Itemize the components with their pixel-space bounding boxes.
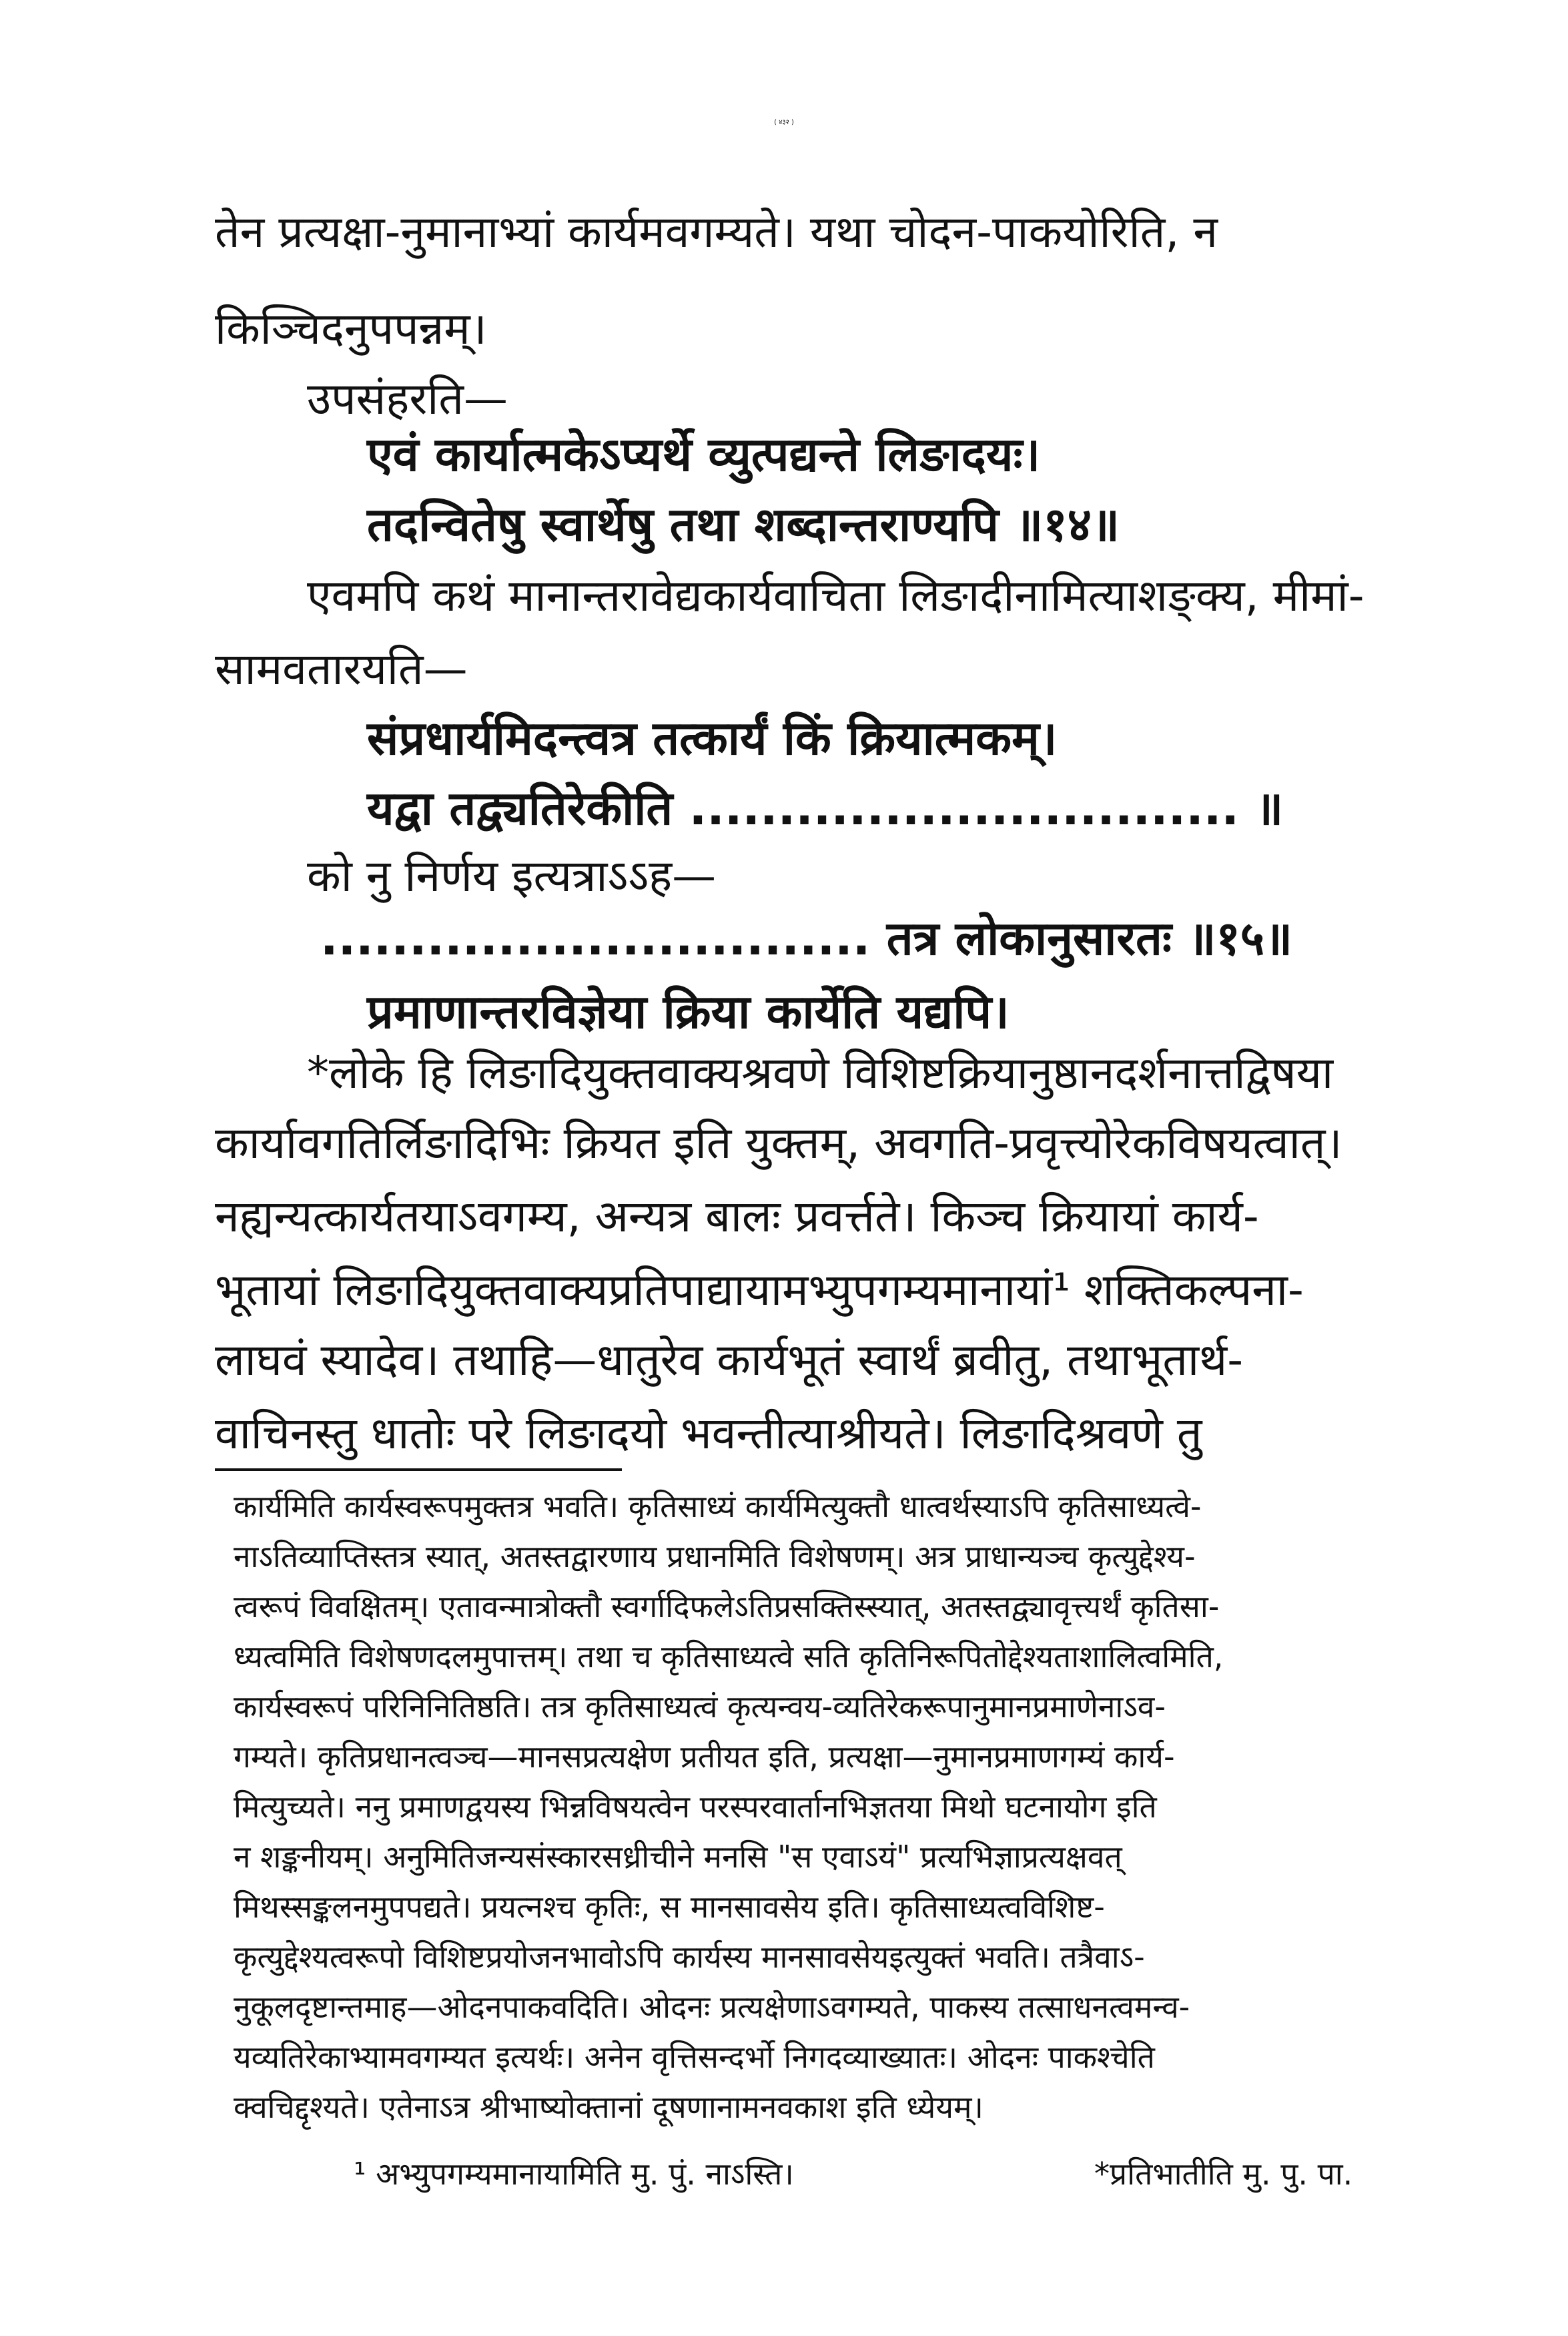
main-line: वाचिनस्तु धातोः परे लिङादयो भवन्तीत्याश्रीयते। लिङादिश्रवणे तु (215, 1408, 1202, 1459)
footnote-line: नुकूलदृष्टान्तमाह—ओदनपाकवदिति। ओदनः प्रत्यक्षेणाऽवगम्यते, पाकस्य तत्साधनत्वमन्व- (234, 1989, 1190, 2025)
verse-line: एवं कार्यात्मकेऽप्यर्थे व्युत्पद्यन्ते लिङादयः। (367, 427, 1041, 482)
variant-note: ¹ अभ्युपगम्यमानायामिति मु. पुं. नाऽस्ति। (354, 2156, 794, 2192)
main-line: उपसंहरति— (307, 373, 508, 424)
footnote-rule (215, 1468, 622, 1471)
page-number: ( ४३२ ) (774, 119, 794, 126)
verse-line: संप्रधार्यमिदन्त्वत्र तत्कार्यं किं क्रियात्मकम्। (367, 711, 1058, 766)
footnote-line: मिथस्सङ्कलनमुपपद्यते। प्रयत्नश्च कृतिः, स मानसावसेय इति। कृतिसाध्यत्वविशिष्ट- (234, 1889, 1105, 1925)
variant-note: *प्रतिभातीति मु. पु. पा. (1094, 2156, 1353, 2192)
footnote-line: कार्यस्वरूपं परिनिनितिष्ठति। तत्र कृतिसाध्यत्वं कृत्यन्वय-व्यतिरेकरूपानुमानप्रमाणेनाऽव- (234, 1689, 1166, 1725)
main-line: किञ्चिदनुपपन्नम्। (215, 303, 487, 354)
verse-line: ............................... तत्र लोकानुसारतः ॥१५॥ (320, 911, 1293, 966)
footnote-line: त्वरूपं विवक्षितम्। एतावन्मात्रोक्तौ स्वर्गादिफलेऽतिप्रसक्तिस्स्यात्, अतस्तद्व्यावृत्त्यर्थं कृतिसा- (234, 1588, 1220, 1625)
footnote-line: यव्यतिरेकाभ्यामवगम्यत इत्यर्थः। अनेन वृत्तिसन्दर्भो निगदव्याख्यातः। ओदनः पाकश्चेति (234, 2039, 1155, 2075)
verse-line: तदन्वितेषु स्वार्थेषु तथा शब्दान्तराण्यपि ॥१४॥ (367, 497, 1120, 552)
verse-line: प्रमाणान्तरविज्ञेया क्रिया कार्येति यद्यपि। (367, 984, 1010, 1039)
footnote-line: कार्यमिति कार्यस्वरूपमुक्तत्र भवति। कृतिसाध्यं कार्यमित्युक्तौ धात्वर्थस्याऽपि कृतिसाध्यत्वे- (234, 1488, 1202, 1524)
main-line: सामवतारयति— (215, 643, 468, 695)
main-line: भूतायां लिङादियुक्तवाक्यप्रतिपाद्यायामभ्युपगम्यमानायां¹ शक्तिकल्पना- (215, 1264, 1304, 1316)
footnote-line: मित्युच्यते। ननु प्रमाणद्वयस्य भिन्नविषयत्वेन परस्परवार्तानभिज्ञतया मिथो घटनायोग इति (234, 1789, 1157, 1825)
main-line: नह्यन्यत्कार्यतयाऽवगम्य, अन्यत्र बालः प्रवर्त्तते। किञ्च क्रियायां कार्य- (215, 1191, 1259, 1242)
main-line: को नु निर्णय इत्यत्राऽऽह— (307, 850, 717, 902)
footnote-line: क्वचिद्दृश्यते। एतेनाऽत्र श्रीभाष्योक्तानां दूषणानामनवकाश इति ध्येयम्। (234, 2089, 984, 2125)
footnote-line: नाऽतिव्याप्तिस्तत्र स्यात्, अतस्तद्वारणाय प्रधानमिति विशेषणम्। अत्र प्राधान्यञ्च कृत्युद्देश्य- (234, 1538, 1196, 1574)
footnote-line: ध्यत्वमिति विशेषणदलमुपात्तम्। तथा च कृतिसाध्यत्वे सति कृतिनिरूपितोद्देश्यताशालित्वमिति, (234, 1639, 1224, 1675)
footnote-line: कृत्युद्देश्यत्वरूपो विशिष्टप्रयोजनभावोऽपि कार्यस्य मानसावसेयइत्युक्तं भवति। तत्रैवाऽ- (234, 1939, 1145, 1975)
main-line: तेन प्रत्यक्षा-नुमानाभ्यां कार्यमवगम्यते। यथा चोदन-पाकयोरिति, न (215, 206, 1218, 258)
main-line: लाघवं स्यादेव। तथाहि—धातुरेव कार्यभूतं स्वार्थं ब्रवीतु, तथाभूतार्थ- (215, 1334, 1244, 1386)
verse-line: यद्वा तद्व्यतिरेकीति ............................... ॥ (367, 781, 1284, 836)
footnote-line: गम्यते। कृतिप्रधानत्वञ्च—मानसप्रत्यक्षेण प्रतीयत इति, प्रत्यक्षा—नुमानप्रमाणगम्यं कार्य- (234, 1739, 1175, 1775)
main-line: एवमपि कथं मानान्तरावेद्यकार्यवाचिता लिङादीनामित्याशङ्क्य, मीमां- (307, 570, 1364, 621)
footnote-line: न शङ्कनीयम्। अनुमितिजन्यसंस्कारसध्रीचीने मनसि "स एवाऽयं" प्रत्यभिज्ञाप्रत्यक्षवत् (234, 1839, 1122, 1875)
main-line: *लोके हि लिङादियुक्तवाक्यश्रवणे विशिष्टक्रियानुष्ठानदर्शनात्तद्विषया (307, 1047, 1334, 1099)
main-line: कार्यावगतिर्लिङादिभिः क्रियत इति युक्तम्, अवगति-प्रवृत्त्योरेकविषयत्वात्। (215, 1117, 1342, 1169)
